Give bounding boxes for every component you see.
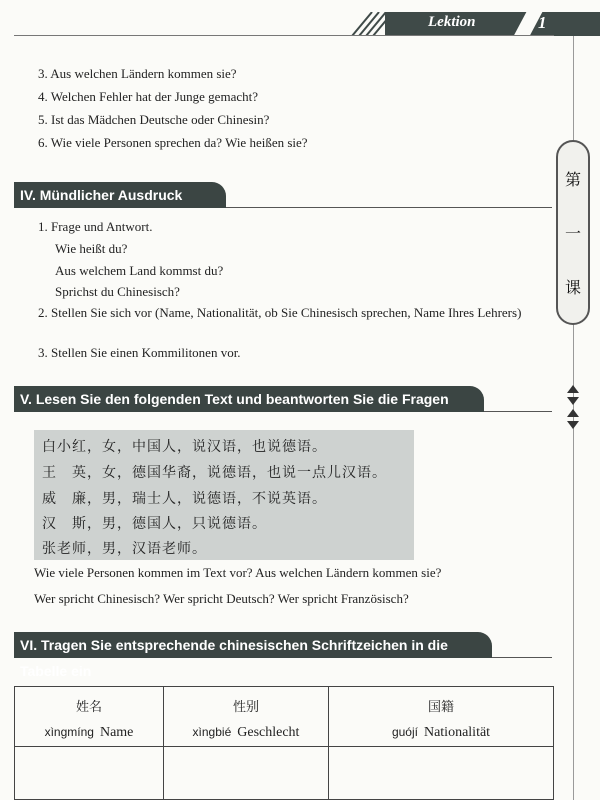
column-pinyin: xìngmíng — [44, 725, 94, 739]
section-4-heading: IV. Mündlicher Ausdruck — [14, 182, 226, 208]
section-4-sub-c: Sprichst du Chinesisch? — [55, 284, 180, 299]
column-pinyin: guójí — [391, 725, 418, 739]
column-german: Name — [99, 725, 134, 740]
lektion-label: Lektion — [428, 14, 476, 30]
section-4-sub-a: Wie heißt du? — [55, 241, 128, 256]
reading-line: 白小红，女，中国人，说汉语，也说德语。 — [42, 439, 327, 455]
column-chinese: 性别 — [232, 700, 259, 715]
fill-in-table — [14, 686, 554, 800]
reading-question-1: Wie viele Personen kommen im Text vor? Aus welchen Ländern kommen sie? — [34, 565, 442, 580]
lesson-number: 1 — [538, 13, 547, 32]
header-rule — [14, 35, 554, 36]
reading-line: 威 廉，男，瑞士人，说德语，不说英语。 — [42, 491, 327, 507]
section-4-item-2: 2. Stellen Sie sich vor (Name, Nationalität, ob Sie Chinesisch sprechen, Name Ihres Lehrers) — [38, 305, 522, 320]
table-cell-empty[interactable] — [164, 747, 329, 800]
side-tab-char-1: 第 — [564, 170, 581, 190]
reading-line: 王 英，女，德国华裔，说德语，也说一点儿汉语。 — [42, 465, 387, 481]
reading-question-2: Wer spricht Chinesisch? Wer spricht Deutsch? Wer spricht Französisch? — [34, 591, 409, 606]
section-6-rule — [492, 657, 552, 658]
section-4-rule — [226, 207, 552, 208]
table-header-nationality — [329, 687, 554, 747]
table-header-gender — [164, 687, 329, 747]
reading-line: 汉 斯，男，德国人，只说德语。 — [42, 516, 267, 532]
column-chinese: 姓名 — [75, 700, 102, 715]
table-header-name — [15, 687, 164, 747]
table-cell-empty[interactable] — [15, 747, 164, 800]
header-stripes — [350, 12, 390, 36]
question-6: 6. Wie viele Personen sprechen da? Wie heißen sie? — [38, 135, 308, 150]
question-5: 5. Ist das Mädchen Deutsche oder Chinesin? — [38, 112, 270, 127]
section-6-heading: VI. Tragen Sie entsprechende chinesischen Schriftzeichen in die Tabelle ein — [14, 632, 492, 658]
margin-arrows-icon — [566, 385, 580, 429]
lesson-side-tab — [556, 140, 590, 325]
question-3: 3. Aus welchen Ländern kommen sie? — [38, 66, 237, 81]
section-5-heading: V. Lesen Sie den folgenden Text und beantworten Sie die Fragen — [14, 386, 484, 412]
section-4-item-1: 1. Frage und Antwort. — [38, 219, 153, 234]
section-5-rule — [484, 411, 552, 412]
column-chinese: 国籍 — [427, 700, 454, 715]
header-bar — [385, 12, 600, 36]
column-german: Nationalität — [423, 725, 491, 740]
column-german: Geschlecht — [237, 725, 300, 740]
section-4-item-3: 3. Stellen Sie einen Kommilitonen vor. — [38, 345, 241, 360]
question-4: 4. Welchen Fehler hat der Junge gemacht? — [38, 89, 258, 104]
reading-line: 张老师，男，汉语老师。 — [42, 541, 207, 557]
side-tab-char-3: 课 — [564, 277, 581, 297]
column-pinyin: xìngbié — [192, 725, 232, 739]
section-4-sub-b: Aus welchem Land kommst du? — [55, 263, 224, 278]
side-tab-char-2: 一 — [564, 223, 581, 243]
table-cell-empty[interactable] — [329, 747, 554, 800]
